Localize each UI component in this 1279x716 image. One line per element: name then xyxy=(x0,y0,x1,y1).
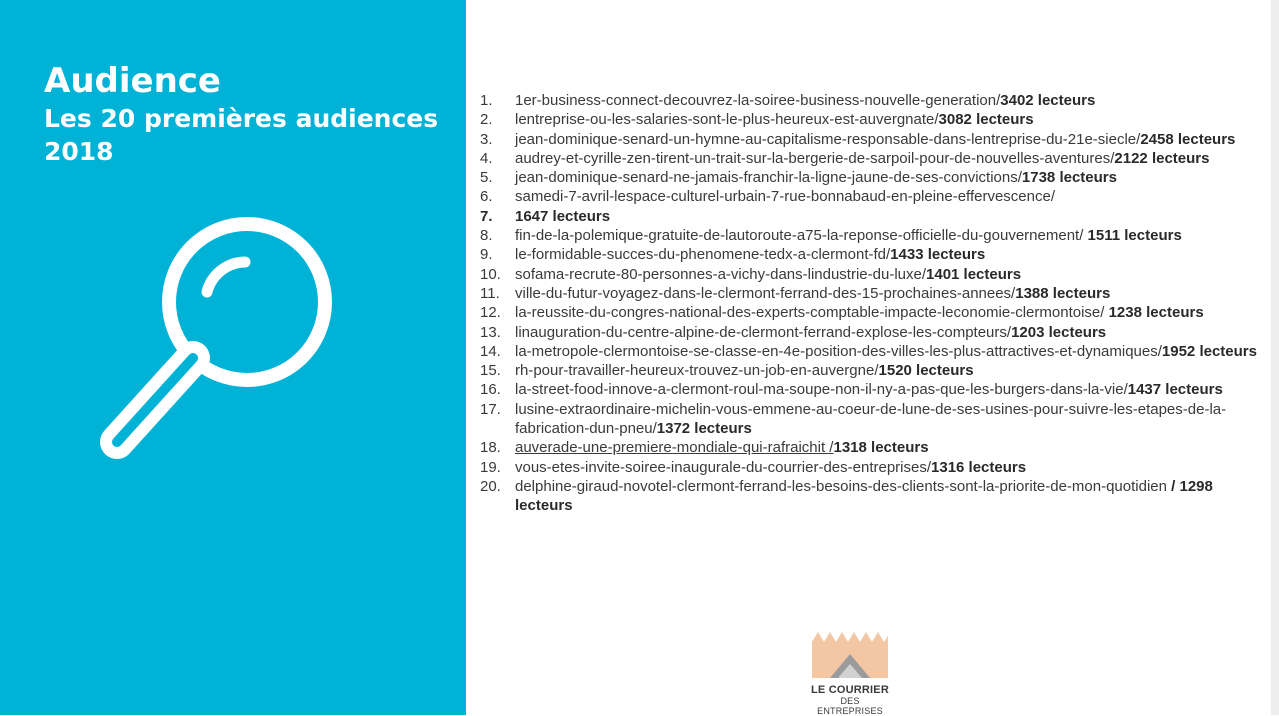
list-item xyxy=(480,458,1260,477)
list-item xyxy=(480,342,1260,361)
reader-count: 1738 lecteurs xyxy=(1021,169,1117,187)
list-item xyxy=(480,438,1260,457)
article-slug: sofama-recrute-80-personnes-a-vichy-dans-lindustrie-du-luxe/ xyxy=(515,265,927,283)
list-item-body xyxy=(515,245,1260,264)
list-item-body xyxy=(515,303,1260,322)
list-item-body xyxy=(515,265,1260,284)
list-item xyxy=(480,226,1260,245)
scrollbar[interactable] xyxy=(1271,0,1279,715)
list-item-body xyxy=(515,438,1260,457)
list-item xyxy=(480,245,1260,264)
article-slug: la-street-food-innove-a-clermont-roul-ma-soupe-non-il-ny-a-pas-que-les-burgers-dans-la-vie/ xyxy=(515,381,1128,399)
list-item-number: 15. xyxy=(480,362,501,380)
list-item xyxy=(480,380,1260,399)
reader-count: 2458 lecteurs xyxy=(1140,130,1236,148)
reader-count: 1316 lecteurs xyxy=(931,458,1027,476)
reader-count: 1388 lecteurs xyxy=(1015,284,1111,302)
list-item-body xyxy=(515,400,1260,439)
list-item-number: 11. xyxy=(480,284,500,302)
list-item-number: 1. xyxy=(480,92,493,109)
article-slug: lentreprise-ou-les-salaries-sont-le-plus-heureux-est-auvergnate/ xyxy=(515,111,939,129)
logo-line2: DES ENTREPRISES xyxy=(817,696,883,716)
list-item-number: 3. xyxy=(480,130,493,148)
list-item-number: 20. xyxy=(480,477,501,495)
list-item xyxy=(480,130,1260,149)
reader-count: 2122 lecteurs xyxy=(1114,149,1210,167)
logo-icon xyxy=(808,630,892,684)
list-item-body xyxy=(515,91,1260,110)
reader-count: 1511 lecteurs xyxy=(1087,227,1182,245)
list-item-body xyxy=(515,361,1260,380)
list-item xyxy=(480,110,1260,129)
list-item xyxy=(480,284,1260,303)
list-item-number: 7. xyxy=(480,207,493,225)
list-item-number: 18. xyxy=(480,439,501,457)
list-item-number: 5. xyxy=(480,169,493,187)
reader-count: 1203 lecteurs xyxy=(1011,323,1107,341)
article-slug: ville-du-futur-voyagez-dans-le-clermont-ferrand-des-15-prochaines-annees/ xyxy=(515,284,1016,302)
list-item-body xyxy=(515,380,1260,399)
article-link[interactable]: auverade-une-premiere-mondiale-qui-rafraichit / xyxy=(515,439,834,457)
article-slug: jean-dominique-senard-un-hymne-au-capitalisme-responsable-dans-lentreprise-du-21e-siecle/ xyxy=(515,130,1141,148)
magnifier-icon xyxy=(95,210,355,470)
reader-count: 1372 lecteurs xyxy=(656,420,752,438)
article-slug: la-metropole-clermontoise-se-classe-en-4e-position-des-villes-les-plus-attractives-et-dynamiques/ xyxy=(515,342,1162,360)
list-item xyxy=(480,207,1260,226)
page-title: Audience xyxy=(44,61,221,101)
list-item xyxy=(480,91,1260,110)
list-item-number: 10. xyxy=(480,265,501,283)
list-item-number: 2. xyxy=(480,111,493,129)
reader-count: 1520 lecteurs xyxy=(878,362,974,380)
list-item-number: 14. xyxy=(480,342,501,360)
list-item-body xyxy=(515,458,1260,477)
list-item-body xyxy=(515,187,1260,206)
list-item-body xyxy=(515,477,1260,516)
list-item xyxy=(480,168,1260,187)
reader-count: 1647 lecteurs xyxy=(515,207,611,225)
list-item xyxy=(480,149,1260,168)
article-slug: delphine-giraud-novotel-clermont-ferrand-les-besoins-des-clients-sont-la-priorite-de-mon-quotidien xyxy=(515,477,1172,495)
article-slug: linauguration-du-centre-alpine-de-clermont-ferrand-explose-les-compteurs/ xyxy=(515,323,1012,341)
list-item-body xyxy=(515,226,1260,245)
list-item-number: 19. xyxy=(480,458,501,476)
list-item-number: 12. xyxy=(480,304,501,322)
list-item-body xyxy=(515,323,1260,342)
article-slug: lusine-extraordinaire-michelin-vous-emmene-au-coeur-de-lune-de-ses-usines-pour-suivre-les-etapes-de-la-fabrication-dun-pneu/ xyxy=(515,400,1227,438)
list-item-number: 17. xyxy=(480,400,501,418)
list-item-body xyxy=(515,284,1260,303)
article-slug: vous-etes-invite-soiree-inaugurale-du-courrier-des-entreprises/ xyxy=(515,458,932,476)
list-item-number: 6. xyxy=(480,188,493,206)
list-item-body xyxy=(515,110,1260,129)
reader-count: / 1298 lecteurs xyxy=(515,477,1213,515)
article-slug: samedi-7-avril-lespace-culturel-urbain-7-rue-bonnabaud-en-pleine-effervescence/ xyxy=(515,188,1055,206)
list-item-number: 8. xyxy=(480,227,493,245)
list-item-number: 9. xyxy=(480,246,493,264)
article-slug: le-formidable-succes-du-phenomene-tedx-a-clermont-fd/ xyxy=(515,246,891,264)
logo-line1: LE COURRIER xyxy=(811,684,889,696)
article-slug: rh-pour-travailler-heureux-trouvez-un-job-en-auvergne/ xyxy=(515,362,879,380)
list-item-number: 4. xyxy=(480,149,493,167)
list-item xyxy=(480,323,1260,342)
article-slug: fin-de-la-polemique-gratuite-de-lautoroute-a75-la-reponse-officielle-du-gouvernement/ xyxy=(515,227,1088,245)
list-item xyxy=(480,303,1260,322)
list-item-body xyxy=(515,207,1260,226)
reader-count: 1952 lecteurs xyxy=(1161,342,1257,360)
reader-count: 1433 lecteurs xyxy=(890,246,986,264)
page-subtitle: Les 20 premières audiences 2018 xyxy=(44,104,439,166)
list-item-number: 13. xyxy=(480,323,501,341)
brand-logo xyxy=(808,630,892,716)
article-slug: audrey-et-cyrille-zen-tirent-un-trait-sur-la-bergerie-de-sarpoil-pour-de-nouvelles-aventures/ xyxy=(515,149,1115,167)
audience-list xyxy=(480,91,1260,516)
list-item xyxy=(480,265,1260,284)
list-item xyxy=(480,400,1260,439)
article-slug: 1er-business-connect-decouvrez-la-soiree-business-nouvelle-generation/ xyxy=(515,92,1001,109)
reader-count: 1437 lecteurs xyxy=(1127,381,1223,399)
left-panel xyxy=(0,0,466,715)
list-item-body xyxy=(515,130,1260,149)
list-item-body xyxy=(515,168,1260,187)
article-slug: la-reussite-du-congres-national-des-experts-comptable-impacte-leconomie-clermontoise/ xyxy=(515,304,1109,322)
list-item xyxy=(480,477,1260,516)
list-item xyxy=(480,361,1260,380)
list-item-body xyxy=(515,149,1260,168)
reader-count: 3082 lecteurs xyxy=(938,111,1034,129)
article-slug: jean-dominique-senard-ne-jamais-franchir-la-ligne-jaune-de-ses-convictions/ xyxy=(515,169,1022,187)
reader-count: 1318 lecteurs xyxy=(833,439,929,457)
reader-count: 1238 lecteurs xyxy=(1108,304,1204,322)
list-item-body xyxy=(515,342,1260,361)
reader-count: 3402 lecteurs xyxy=(1000,92,1096,109)
list-item-number: 16. xyxy=(480,381,501,399)
list-item xyxy=(480,187,1260,206)
reader-count: 1401 lecteurs xyxy=(926,265,1022,283)
